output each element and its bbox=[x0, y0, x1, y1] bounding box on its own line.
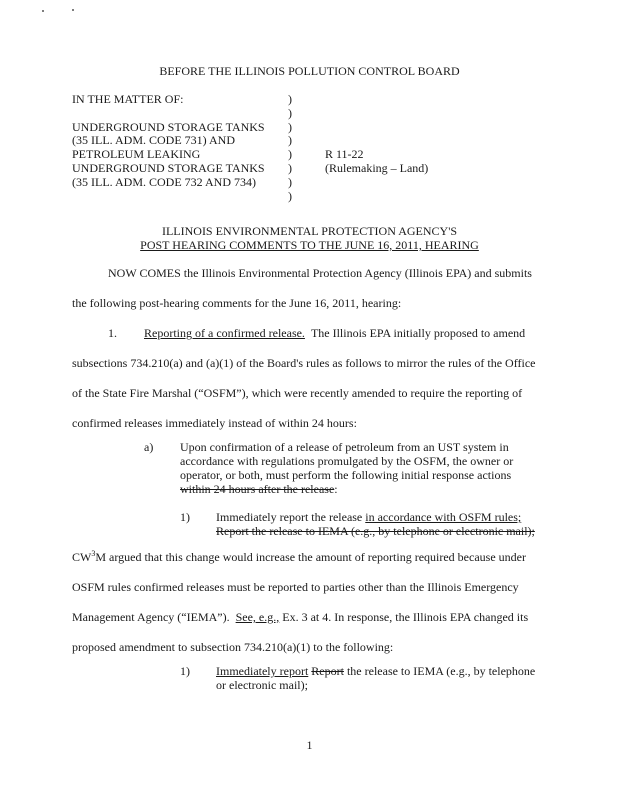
body-line: subsections 734.210(a) and (a)(1) of the Board's rules as follows to mirror the rules of the Office bbox=[72, 356, 536, 370]
quote-line: or electronic mail); bbox=[216, 678, 308, 692]
quote-punct: : bbox=[334, 482, 338, 496]
caption-paren: ) bbox=[288, 133, 292, 147]
caption-paren: ) bbox=[288, 175, 292, 189]
quote-label: 1) bbox=[180, 664, 190, 678]
struck-text: within 24 hours after the release bbox=[180, 482, 335, 496]
inserted-text: Immediately report bbox=[216, 664, 309, 678]
section-number: 1. bbox=[108, 326, 117, 340]
inserted-text: in accordance with OSFM rules; bbox=[365, 510, 522, 524]
quote-line bbox=[216, 510, 521, 524]
quote-text: Immediately report the release bbox=[216, 510, 366, 524]
caption-paren: ) bbox=[288, 120, 292, 134]
board-title: BEFORE THE ILLINOIS POLLUTION CONTROL BOARD bbox=[159, 64, 460, 78]
cw-superscript: 3 bbox=[91, 549, 96, 558]
quote-label: a) bbox=[144, 440, 154, 454]
struck-text: Report the release to IEMA (e.g., by telephone or electronic mail); bbox=[216, 524, 535, 538]
intro-line: the following post-hearing comments for the June 16, 2011, hearing: bbox=[72, 296, 402, 310]
quote-line: accordance with regulations promulgated by the OSFM, the owner or bbox=[180, 454, 514, 468]
docket-number: R 11-22 bbox=[325, 147, 364, 161]
section-heading: Reporting of a confirmed release. bbox=[144, 326, 305, 340]
caption-line: (35 ILL. ADM. CODE 731) AND bbox=[72, 133, 235, 147]
document-title-line2 bbox=[0, 238, 619, 252]
scan-speck bbox=[42, 10, 44, 12]
caption-line: PETROLEUM LEAKING bbox=[72, 147, 201, 161]
body-line bbox=[72, 610, 528, 624]
caption-line: UNDERGROUND STORAGE TANKS bbox=[72, 161, 265, 175]
quote-line bbox=[216, 524, 535, 538]
document-title-line1: ILLINOIS ENVIRONMENTAL PROTECTION AGENCY'S bbox=[161, 224, 458, 238]
docket-type: (Rulemaking – Land) bbox=[325, 161, 429, 175]
caption-paren: ) bbox=[288, 147, 292, 161]
body-text: The Illinois EPA initially proposed to amend bbox=[310, 326, 526, 340]
body-text: Ex. 3 at 4. In response, the Illinois EPA changed its bbox=[282, 610, 529, 624]
cw-prefix: CW bbox=[72, 550, 92, 564]
body-line bbox=[72, 550, 526, 564]
quote-line bbox=[180, 482, 338, 496]
body-line: confirmed releases immediately instead of within 24 hours: bbox=[72, 416, 357, 430]
body-line: of the State Fire Marshal (“OSFM”), which were recently amended to require the reporting of bbox=[72, 386, 523, 400]
quote-label: 1) bbox=[180, 510, 190, 524]
scan-speck bbox=[72, 9, 74, 11]
caption-paren: ) bbox=[288, 161, 292, 175]
section-heading-line bbox=[144, 326, 525, 340]
intro-line: NOW COMES the Illinois Environmental Protection Agency (Illinois EPA) and submits bbox=[108, 266, 532, 280]
quote-line bbox=[216, 664, 535, 678]
body-text: M argued that this change would increase the amount of reporting required because under bbox=[95, 550, 526, 564]
caption-paren: ) bbox=[288, 106, 292, 120]
body-line: OSFM rules confirmed releases must be reported to parties other than the Illinois Emergency bbox=[72, 580, 519, 594]
struck-text: Report bbox=[311, 664, 344, 678]
body-line: proposed amendment to subsection 734.210(a)(1) to the following: bbox=[72, 640, 394, 654]
caption-line: (35 ILL. ADM. CODE 732 AND 734) bbox=[72, 175, 256, 189]
document-title-text: POST HEARING COMMENTS TO THE JUNE 16, 2011, HEARING bbox=[140, 238, 479, 252]
caption-line: UNDERGROUND STORAGE TANKS bbox=[72, 120, 265, 134]
quote-text: the release to IEMA (e.g., by telephone bbox=[343, 664, 536, 678]
matter-label: IN THE MATTER OF: bbox=[72, 92, 184, 106]
page-number: 1 bbox=[306, 738, 313, 752]
citation-signal: See, e.g., bbox=[235, 610, 280, 624]
quote-line: operator, or both, must perform the following initial response actions bbox=[180, 468, 512, 482]
quote-line: Upon confirmation of a release of petroleum from an UST system in bbox=[180, 440, 509, 454]
caption-paren: ) bbox=[288, 92, 292, 106]
body-text: Management Agency (“IEMA”). bbox=[72, 610, 230, 624]
caption-paren: ) bbox=[288, 189, 292, 203]
